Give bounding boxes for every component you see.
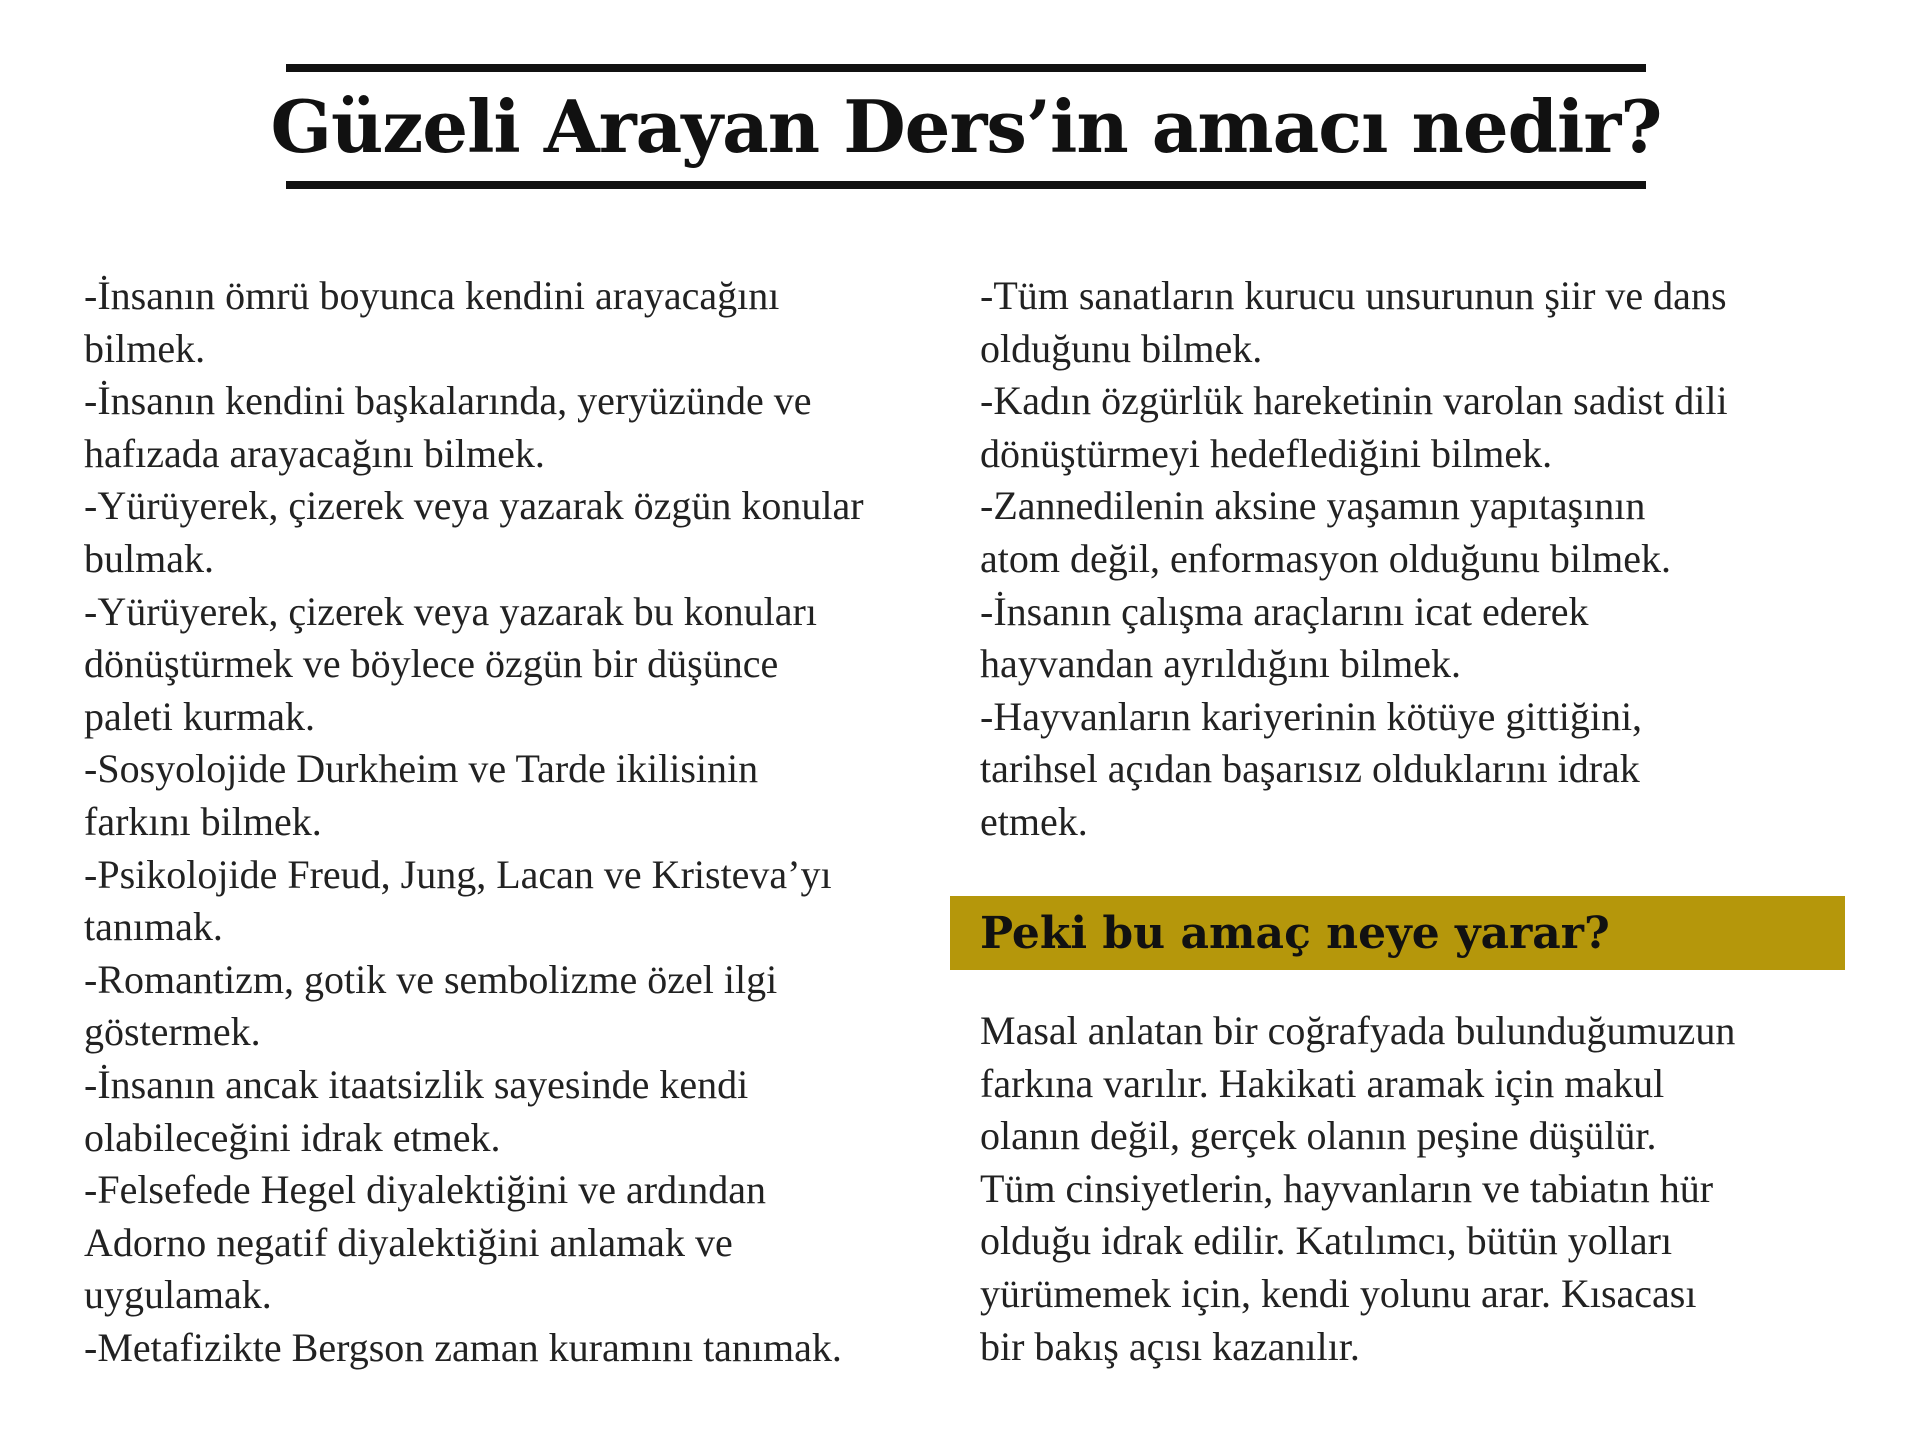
- text-line: -İnsanın çalışma araçlarını icat ederek: [980, 588, 1589, 634]
- text-line: bulmak.: [84, 535, 214, 581]
- text-line: bilmek.: [84, 325, 206, 371]
- section-heading-band: [950, 896, 1845, 970]
- right-column: [980, 270, 1870, 849]
- section-heading: Peki bu amaç neye yarar?: [980, 907, 1610, 959]
- text-line: -Hayvanların kariyerinin kötüye gittiğini,: [980, 693, 1643, 739]
- text-line: yürümemek için, kendi yolunu arar. Kısacası: [980, 1270, 1697, 1316]
- text-line: -Yürüyerek, çizerek veya yazarak özgün konular: [84, 483, 864, 529]
- text-line: olabileceğini idrak etmek.: [84, 1114, 501, 1160]
- text-line: olduğunu bilmek.: [980, 325, 1263, 371]
- text-line: Adorno negatif diyalektiğini anlamak ve: [84, 1219, 733, 1265]
- text-line: hayvandan ayrıldığını bilmek.: [980, 641, 1461, 687]
- text-line: -Zannedilenin aksine yaşamın yapıtaşının: [980, 483, 1646, 529]
- text-line: farkına varılır. Hakikati aramak için makul: [980, 1060, 1665, 1106]
- title-frame: [270, 64, 1662, 189]
- text-line: farkını bilmek.: [84, 798, 322, 844]
- text-line: -İnsanın kendini başkalarında, yeryüzünde ve: [84, 378, 812, 424]
- text-line: -İnsanın ancak itaatsizlik sayesinde kendi: [84, 1061, 749, 1107]
- text-line: paleti kurmak.: [84, 693, 316, 739]
- text-line: dönüştürmeyi hedeflediğini bilmek.: [980, 430, 1553, 476]
- section-body: [980, 1005, 1870, 1373]
- text-line: bir bakış açısı kazanılır.: [980, 1323, 1360, 1369]
- text-line: tarihsel açıdan başarısız olduklarını idrak: [980, 746, 1640, 792]
- text-line: Tüm cinsiyetlerin, hayvanların ve tabiatın hür: [980, 1165, 1714, 1211]
- text-line: -Romantizm, gotik ve sembolizme özel ilgi: [84, 956, 778, 1002]
- text-line: göstermek.: [84, 1009, 261, 1055]
- text-line: -İnsanın ömrü boyunca kendini arayacağını: [84, 273, 780, 318]
- text-line: -Metafizikte Bergson zaman kuramını tanımak.: [84, 1324, 842, 1370]
- text-line: -Felsefede Hegel diyalektiğini ve ardından: [84, 1167, 766, 1213]
- text-line: -Kadın özgürlük hareketinin varolan sadist dili: [980, 378, 1728, 424]
- text-line: dönüştürmek ve böylece özgün bir düşünce: [84, 641, 779, 687]
- text-line: olduğu idrak edilir. Katılımcı, bütün yolları: [980, 1218, 1673, 1264]
- left-column: [84, 270, 964, 1374]
- text-line: -Yürüyerek, çizerek veya yazarak bu konuları: [84, 588, 817, 634]
- text-line: -Psikolojide Freud, Jung, Lacan ve Kristeva’yı: [84, 851, 832, 897]
- text-line: -Sosyolojide Durkheim ve Tarde ikilisinin: [84, 746, 759, 792]
- text-line: Masal anlatan bir coğrafyada bulunduğumuzun: [980, 1008, 1736, 1053]
- text-line: olanın değil, gerçek olanın peşine düşülür.: [980, 1113, 1657, 1159]
- text-line: etmek.: [980, 798, 1088, 844]
- text-line: uygulamak.: [84, 1272, 272, 1318]
- text-line: -Tüm sanatların kurucu unsurunun şiir ve dans: [980, 273, 1727, 318]
- text-line: atom değil, enformasyon olduğunu bilmek.: [980, 535, 1671, 581]
- text-line: hafızada arayacağını bilmek.: [84, 430, 545, 476]
- text-line: tanımak.: [84, 904, 223, 950]
- page-title: Güzeli Arayan Ders’in amacı nedir?: [270, 83, 1662, 169]
